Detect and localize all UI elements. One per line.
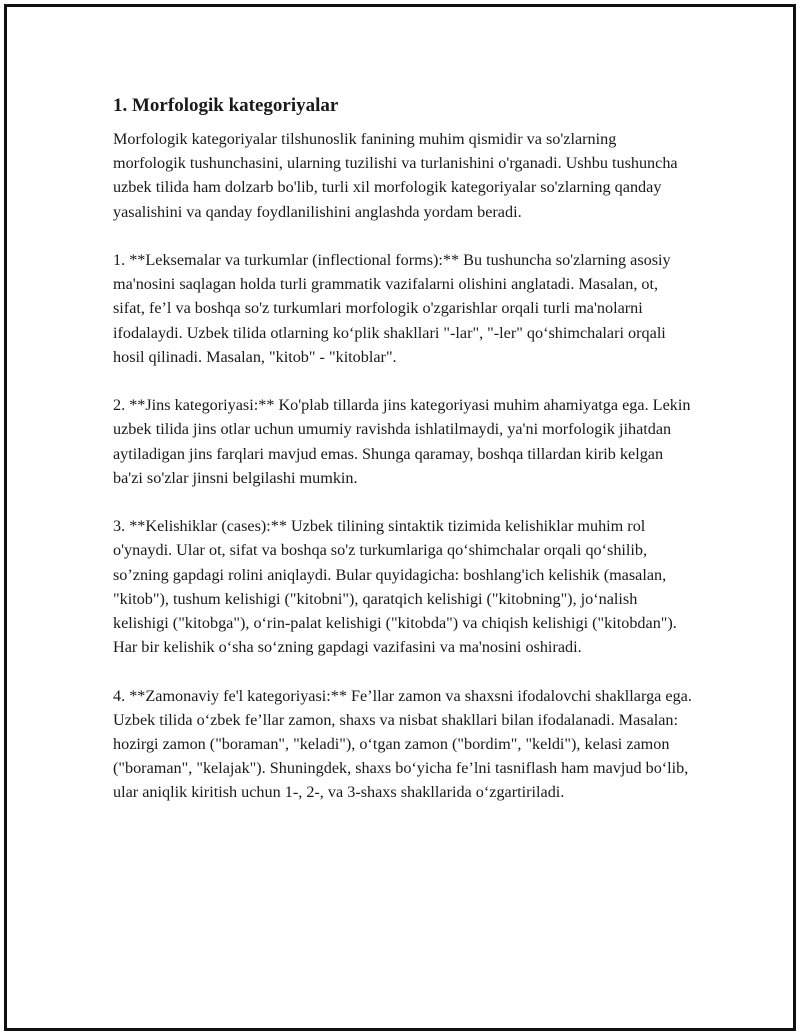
- section-heading: 1. Morfologik kategoriyalar: [113, 95, 339, 116]
- intro-paragraph: Morfologik kategoriyalar tilshunoslik fanining muhim qismidir va so'zlarning morfologik tushunchasini, ularning tuzilishi va turlanishini o'rganadi. Ushbu tushuncha uzbek tilida ham dolzarb bo'lib, turli xil morfologik kategoriyalar so'zlarning qanday yasalishini va qanday foydlanilishini anglashda yordam beradi.: [113, 130, 678, 221]
- document-body: [113, 93, 693, 829]
- paragraph-leksemalar: 1. **Leksemalar va turkumlar (inflectional forms):** Bu tushuncha so'zlarning asosiy ma'nosini saqlagan holda turli grammatik vazifalarni olishini anglatadi. Masalan, ot, sifat, fe’l va boshqa so'z turkumlari morfologik o'zgarishlar orqali turli ma'nolarni ifodalaydi. Uzbek tilida otlarning ko‘plik shakllari "-lar", "-ler" qo‘shimchalari orqali hosil qilinadi. Masalan, "kitob" - "kitoblar".: [113, 251, 671, 366]
- paragraph-fel: 4. **Zamonaviy fe'l kategoriyasi:** Fe’llar zamon va shaxsni ifodalovchi shakllarga ega. Uzbek tilida o‘zbek fe’llar zamon, shaxs va nisbat shakllari bilan ifodalanadi. Masalan: hozirgi zamon ("boraman", "keladi"), o‘tgan zamon ("bordim", "keldi"), kelasi zamon ("boraman", "kelajak"). Shuningdek, shaxs bo‘yicha fe’lni tasniflash ham mavjud bo‘lib, ular aniqlik kiritish uchun 1-, 2-, va 3-shaxs shakllarida o‘zgartiriladi.: [113, 686, 692, 802]
- paragraph-jins: 2. **Jins kategoriyasi:** Ko'plab tillarda jins kategoriyasi muhim ahamiyatga ega. Lekin uzbek tilida jins otlar uchun umumiy ravishda ishlatilmaydi, ya'ni morfologik jihatdan aytiladigan jins farqlari mavjud emas. Shunga qaramay, boshqa tillardan kirib kelgan ba'zi so'zlar jinsni belgilashi mumkin.: [113, 396, 691, 487]
- paragraph-kelishiklar: 3. **Kelishiklar (cases):** Uzbek tilining sintaktik tizimida kelishiklar muhim rol o'ynaydi. Ular ot, sifat va boshqa so'z turkumlariga qo‘shimchalar orqali qo‘shilib, so’zning gapdagi rolini aniqlaydi. Bular quyidagicha: boshlang'ich kelishik (masalan, "kitob"), tushum kelishigi ("kitobni"), qaratqich kelishigi ("kitobning"), jo‘nalish kelishigi ("kitobga"), o‘rin-palat kelishigi ("kitobda") va chiqish kelishigi ("kitobdan"). Har bir kelishik o‘sha so‘zning gapdagi vazifasini va ma'nosini oshiradi.: [113, 517, 677, 657]
